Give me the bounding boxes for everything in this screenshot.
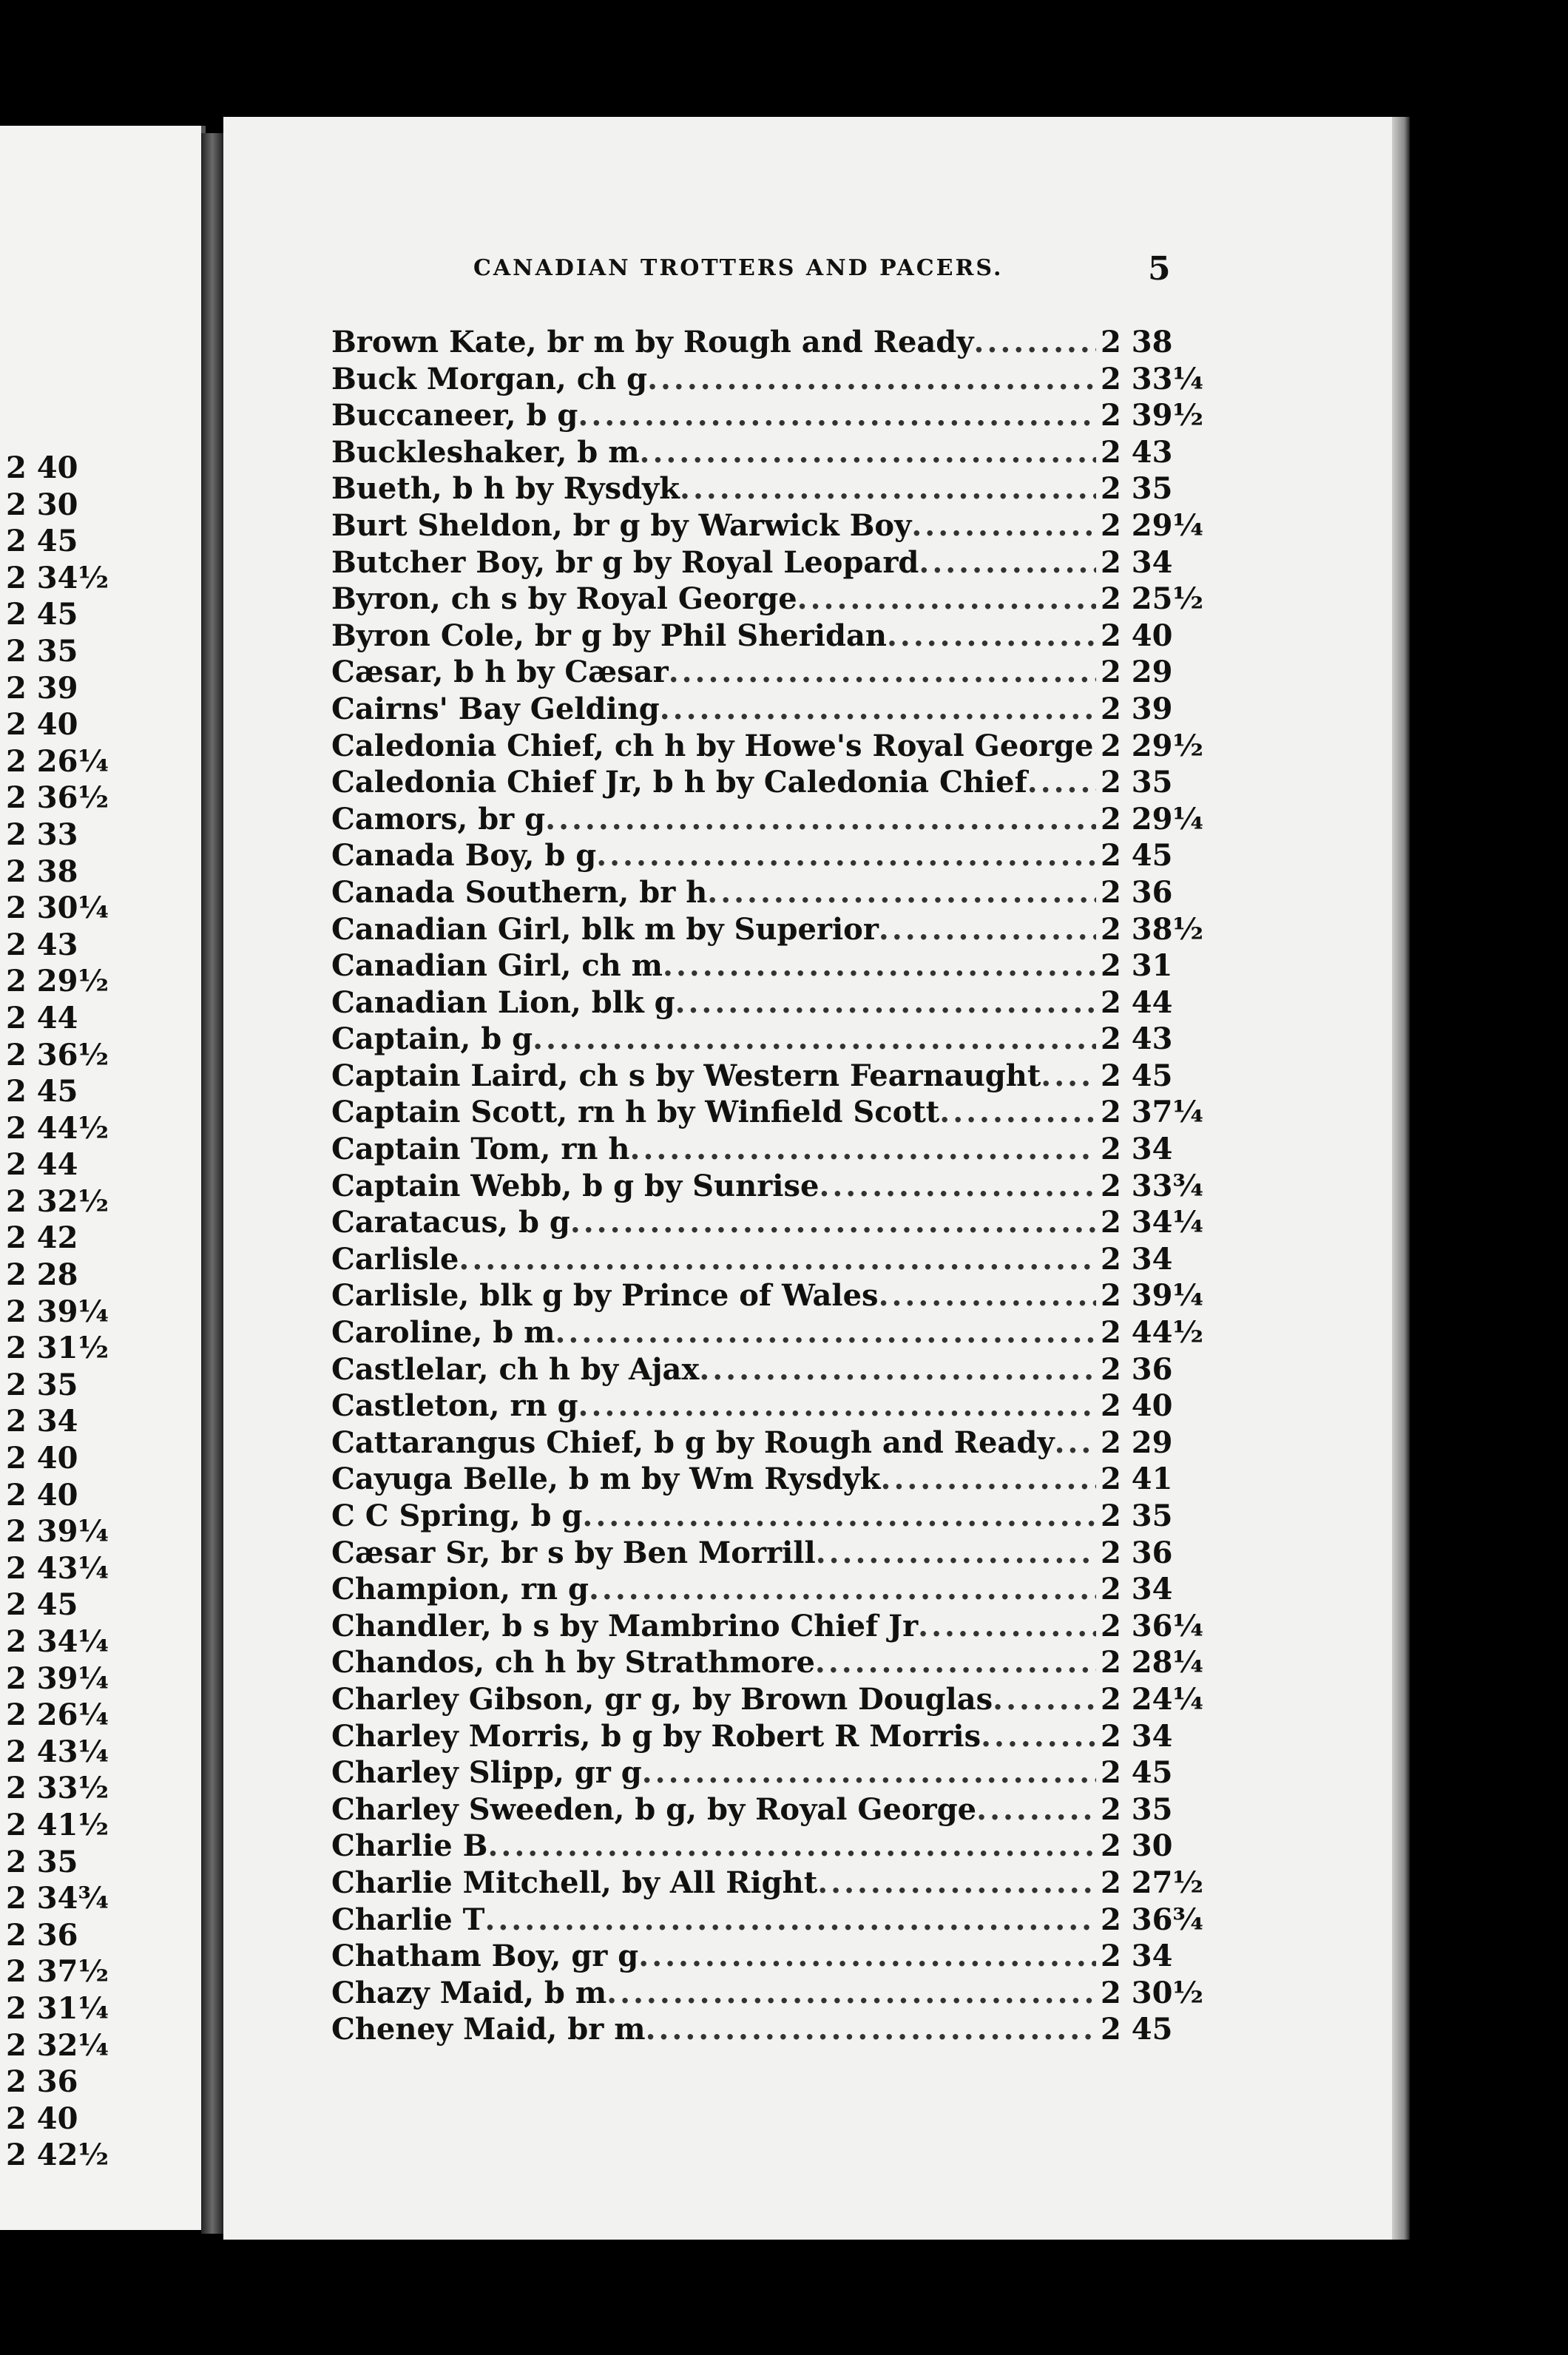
left-time: 2 32¼ — [6, 2027, 109, 2063]
left-time: 2 39¼ — [6, 1294, 109, 1329]
dot-leader — [680, 470, 1096, 507]
dot-leader — [993, 1681, 1096, 1718]
left-time: 2 36½ — [6, 780, 109, 816]
record-time: 2 36 — [1101, 1535, 1173, 1570]
entry-row — [331, 1388, 1197, 1425]
entry-row — [331, 801, 1204, 838]
horse-name: Charley Sweeden, b g, by Royal George — [331, 1791, 977, 1827]
entry-row — [331, 618, 1197, 655]
horse-name: Charley Slipp, gr g — [331, 1755, 642, 1791]
record-time: 2 40 — [1101, 618, 1173, 653]
left-time: 2 34¾ — [6, 1881, 109, 1916]
horse-name: Castlelar, ch h by Ajax — [331, 1351, 700, 1387]
dot-leader — [459, 1241, 1096, 1278]
dot-leader — [699, 1351, 1096, 1388]
left-time: 2 34½ — [6, 560, 109, 595]
horse-name: Byron, ch s by Royal George — [331, 581, 797, 617]
left-time: 2 34¼ — [6, 1624, 109, 1659]
record-time: 2 39½ — [1101, 398, 1204, 433]
horse-name: Canadian Lion, blk g — [331, 984, 675, 1020]
horse-name: Caledonia Chief, ch h by Howe's Royal George — [331, 728, 1094, 763]
dot-leader — [578, 397, 1096, 434]
record-time: 2 29 — [1101, 655, 1173, 690]
horse-name: Burt Sheldon, br g by Warwick Boy — [331, 507, 912, 543]
entry-row — [331, 1681, 1204, 1718]
left-time: 2 36 — [6, 2064, 78, 2100]
dot-leader — [981, 1718, 1096, 1755]
left-time: 2 32½ — [6, 1183, 109, 1219]
horse-name: Canada Southern, br h — [331, 874, 708, 910]
book-gutter — [201, 133, 223, 2234]
dot-leader — [919, 544, 1096, 581]
horse-name: Buckleshaker, b m — [331, 434, 640, 470]
dot-leader — [647, 361, 1096, 398]
horse-name: Castleton, rn g — [331, 1388, 578, 1424]
entry-row — [331, 434, 1197, 471]
record-time: 2 37¼ — [1101, 1095, 1204, 1130]
record-time: 2 36¼ — [1101, 1608, 1204, 1643]
left-time: 2 29½ — [6, 964, 109, 999]
left-time: 2 35 — [6, 1367, 78, 1402]
dot-leader — [596, 837, 1096, 874]
dot-leader — [797, 581, 1096, 618]
entry-row — [331, 984, 1197, 1021]
record-time: 2 30 — [1101, 1828, 1173, 1864]
horse-name: Charlie T — [331, 1902, 485, 1937]
dot-leader — [487, 1828, 1096, 1865]
left-time: 2 44½ — [6, 1110, 109, 1146]
record-time: 2 39¼ — [1101, 1278, 1204, 1314]
entry-list — [331, 324, 1204, 2048]
record-time: 2 33¾ — [1101, 1168, 1204, 1203]
horse-name: Camors, br g — [331, 801, 546, 837]
dot-leader — [640, 434, 1096, 471]
horse-name: Chazy Maid, b m — [331, 1975, 607, 2010]
entry-row — [331, 1277, 1204, 1314]
dot-leader — [817, 1865, 1096, 1902]
horse-name: Canadian Girl, ch m — [331, 948, 663, 984]
entry-row — [331, 1204, 1204, 1241]
left-time: 2 39 — [6, 670, 78, 706]
entry-row — [331, 1241, 1197, 1278]
page-edge — [1392, 117, 1410, 2240]
record-time: 2 34 — [1101, 1718, 1173, 1754]
page-number: 5 — [1148, 250, 1171, 288]
record-time: 2 36 — [1101, 874, 1173, 910]
entry-row — [331, 1021, 1197, 1058]
dot-leader — [589, 1571, 1096, 1608]
left-time: 2 30¼ — [6, 891, 109, 926]
horse-name: Chandos, ch h by Strathmore — [331, 1645, 815, 1680]
entry-row — [331, 764, 1197, 801]
entry-row — [331, 1975, 1204, 2012]
left-time: 2 40 — [6, 707, 78, 743]
left-time: 2 35 — [6, 1844, 78, 1879]
record-time: 2 45 — [1101, 838, 1173, 874]
dot-leader — [1027, 764, 1096, 801]
dot-leader — [533, 1021, 1096, 1058]
entry-row — [331, 654, 1197, 691]
record-time: 2 40 — [1101, 1388, 1173, 1424]
record-time: 2 30½ — [1101, 1975, 1204, 2010]
left-time: 2 40 — [6, 2101, 78, 2136]
entry-row — [331, 1058, 1197, 1095]
dot-leader — [1055, 1425, 1096, 1462]
entry-row — [331, 1608, 1204, 1645]
left-time: 2 43¼ — [6, 1734, 109, 1769]
entry-row — [331, 397, 1204, 434]
dot-leader — [669, 654, 1096, 691]
record-time: 2 29¼ — [1101, 801, 1204, 837]
entry-row — [331, 581, 1204, 618]
record-time: 2 31 — [1101, 948, 1173, 984]
left-time: 2 36½ — [6, 1037, 109, 1072]
record-time: 2 35 — [1101, 1499, 1173, 1533]
entry-row — [331, 728, 1204, 765]
horse-name: Caratacus, b g — [331, 1205, 570, 1240]
record-time: 2 35 — [1101, 1791, 1173, 1827]
horse-name: Cæsar Sr, br s by Ben Morrill — [331, 1535, 816, 1570]
left-time: 2 37½ — [6, 1954, 109, 1990]
entry-row — [331, 1571, 1197, 1608]
record-time: 2 38½ — [1101, 911, 1204, 947]
left-time: 2 45 — [6, 1587, 78, 1623]
entry-row — [331, 874, 1197, 911]
dot-leader — [911, 507, 1096, 544]
record-time: 2 45 — [1101, 2012, 1173, 2047]
dot-leader — [663, 947, 1096, 984]
horse-name: Brown Kate, br m by Rough and Ready — [331, 325, 974, 359]
left-time: 2 45 — [6, 1074, 78, 1109]
dot-leader — [976, 1791, 1096, 1828]
left-time: 2 39¼ — [6, 1660, 109, 1696]
left-time: 2 35 — [6, 633, 78, 669]
dot-leader — [642, 1754, 1096, 1791]
horse-name: Captain Scott, rn h by Winfield Scott — [331, 1095, 940, 1130]
left-time: 2 44 — [6, 1000, 78, 1035]
dot-leader — [816, 1535, 1096, 1572]
record-time: 2 34 — [1101, 1572, 1173, 1607]
dot-leader — [578, 1388, 1096, 1425]
entry-row — [331, 544, 1197, 581]
dot-leader — [707, 874, 1096, 911]
entry-row — [331, 947, 1197, 984]
left-time: 2 31¼ — [6, 1990, 109, 2026]
dot-leader — [484, 1902, 1096, 1939]
record-time: 2 44 — [1101, 984, 1173, 1020]
record-time: 2 41 — [1101, 1462, 1173, 1497]
entry-row — [331, 1131, 1197, 1168]
horse-name: Byron Cole, br g by Phil Sheridan — [331, 618, 887, 653]
left-time: 2 43 — [6, 927, 78, 962]
left-time: 2 39¼ — [6, 1514, 109, 1550]
entry-row — [331, 911, 1204, 948]
record-time: 2 29½ — [1101, 728, 1204, 763]
left-time: 2 40 — [6, 1477, 78, 1513]
entry-row — [331, 837, 1197, 874]
dot-leader — [918, 1608, 1096, 1645]
record-time: 2 35 — [1101, 765, 1173, 800]
dot-leader — [555, 1314, 1097, 1351]
horse-name: Chatham Boy, gr g — [331, 1939, 639, 1974]
left-time: 2 33½ — [6, 1771, 109, 1806]
dot-leader — [939, 1094, 1096, 1131]
entry-row — [331, 1718, 1197, 1755]
record-time: 2 45 — [1101, 1755, 1173, 1791]
entry-row — [331, 2011, 1197, 2048]
dot-leader — [819, 1168, 1096, 1205]
horse-name: C C Spring, b g — [331, 1499, 583, 1533]
dot-leader — [881, 1461, 1096, 1498]
record-time: 2 27½ — [1101, 1865, 1204, 1900]
entry-row — [331, 1644, 1204, 1681]
left-time: 2 44 — [6, 1147, 78, 1183]
horse-name: Cairns' Bay Gelding — [331, 691, 660, 726]
dot-leader — [638, 1938, 1096, 1975]
record-time: 2 34 — [1101, 544, 1173, 580]
horse-name: Cæsar, b h by Cæsar — [331, 655, 669, 690]
horse-name: Charlie B — [331, 1828, 488, 1864]
dot-leader — [879, 1277, 1096, 1314]
record-time: 2 38 — [1101, 325, 1173, 359]
entry-row — [331, 324, 1197, 361]
record-time: 2 28¼ — [1101, 1645, 1204, 1680]
entry-row — [331, 1351, 1197, 1388]
left-time: 2 30 — [6, 487, 78, 522]
horse-name: Carlisle — [331, 1241, 459, 1277]
horse-name: Captain Laird, ch s by Western Fearnaught — [331, 1058, 1041, 1093]
record-time: 2 25½ — [1101, 581, 1204, 617]
left-time: 2 33 — [6, 817, 78, 852]
record-time: 2 33¼ — [1101, 361, 1204, 396]
entry-row — [331, 1535, 1197, 1572]
record-time: 2 29¼ — [1101, 507, 1204, 543]
left-time: 2 45 — [6, 597, 78, 632]
dot-leader — [974, 324, 1096, 361]
record-time: 2 43 — [1101, 1021, 1173, 1057]
dot-leader — [675, 984, 1096, 1021]
dot-leader — [815, 1644, 1096, 1681]
entry-row — [331, 470, 1197, 507]
horse-name: Captain, b g — [331, 1021, 533, 1057]
left-time: 2 26¼ — [6, 1697, 109, 1733]
entry-row — [331, 1791, 1197, 1828]
horse-name: Charley Morris, b g by Robert R Morris — [331, 1718, 981, 1754]
dot-leader — [646, 2011, 1096, 2048]
left-time: 2 40 — [6, 1441, 78, 1476]
entry-row — [331, 1425, 1197, 1462]
left-time: 2 26¼ — [6, 743, 109, 779]
entry-row — [331, 1754, 1197, 1791]
horse-name: Chandler, b s by Mambrino Chief Jr — [331, 1608, 919, 1643]
horse-name: Cheney Maid, br m — [331, 2012, 646, 2047]
entry-row — [331, 361, 1204, 398]
horse-name: Buccaneer, b g — [331, 398, 578, 433]
horse-name: Captain Tom, rn h — [331, 1132, 630, 1167]
horse-name: Captain Webb, b g by Sunrise — [331, 1168, 820, 1203]
left-time: 2 40 — [6, 450, 78, 485]
dot-leader — [545, 801, 1096, 838]
record-time: 2 34 — [1101, 1939, 1173, 1974]
dot-leader — [630, 1131, 1096, 1168]
record-time: 2 35 — [1101, 471, 1173, 507]
entry-row — [331, 691, 1197, 728]
left-time: 2 31½ — [6, 1331, 109, 1366]
left-time: 2 34 — [6, 1404, 78, 1439]
dot-leader — [887, 618, 1096, 655]
left-time: 2 41½ — [6, 1807, 109, 1842]
running-header: CANADIAN TROTTERS AND PACERS. — [473, 255, 1004, 281]
left-page-times-column — [6, 450, 109, 2174]
horse-name: Cayuga Belle, b m by Wm Rysdyk — [331, 1462, 881, 1497]
record-time: 2 36 — [1101, 1351, 1173, 1387]
entry-row — [331, 1828, 1197, 1865]
horse-name: Charley Gibson, gr g, by Brown Douglas — [331, 1681, 993, 1717]
dot-leader — [660, 691, 1096, 728]
entry-row — [331, 1461, 1197, 1498]
horse-name: Caledonia Chief Jr, b h by Caledonia Chief — [331, 765, 1027, 800]
dot-leader — [582, 1498, 1096, 1535]
record-time: 2 24¼ — [1101, 1681, 1204, 1717]
dot-leader — [570, 1204, 1096, 1241]
horse-name: Cattarangus Chief, b g by Rough and Ready — [331, 1425, 1055, 1460]
left-time: 2 38 — [6, 854, 78, 889]
entry-row — [331, 1902, 1204, 1939]
entry-row — [331, 1865, 1204, 1902]
left-time: 2 42½ — [6, 2138, 109, 2173]
horse-name: Charlie Mitchell, by All Right — [331, 1865, 818, 1900]
horse-name: Caroline, b m — [331, 1315, 555, 1351]
horse-name: Buck Morgan, ch g — [331, 361, 648, 396]
horse-name: Canadian Girl, blk m by Superior — [331, 911, 879, 947]
left-time: 2 43¼ — [6, 1550, 109, 1586]
left-time: 2 45 — [6, 524, 78, 559]
horse-name: Butcher Boy, br g by Royal Leopard — [331, 544, 919, 580]
left-time: 2 36 — [6, 1917, 78, 1953]
record-time: 2 34 — [1101, 1132, 1173, 1167]
dot-leader — [606, 1975, 1096, 2012]
dot-leader — [879, 911, 1096, 948]
record-time: 2 44½ — [1101, 1315, 1204, 1351]
entry-row — [331, 1938, 1197, 1975]
dot-leader — [1041, 1058, 1096, 1095]
record-time: 2 29 — [1101, 1425, 1173, 1460]
left-time: 2 42 — [6, 1220, 78, 1256]
entry-row — [331, 1498, 1197, 1535]
entry-row — [331, 1314, 1204, 1351]
horse-name: Carlisle, blk g by Prince of Wales — [331, 1278, 879, 1314]
left-page — [0, 126, 206, 2230]
record-time: 2 34¼ — [1101, 1205, 1204, 1240]
entry-row — [331, 1168, 1204, 1205]
horse-name: Bueth, b h by Rysdyk — [331, 471, 680, 507]
record-time: 2 43 — [1101, 434, 1173, 470]
record-time: 2 36¾ — [1101, 1902, 1204, 1937]
record-time: 2 45 — [1101, 1058, 1173, 1093]
entry-row — [331, 507, 1204, 544]
record-time: 2 34 — [1101, 1241, 1173, 1277]
left-time: 2 28 — [6, 1257, 78, 1293]
horse-name: Champion, rn g — [331, 1572, 589, 1607]
entry-row — [331, 1094, 1204, 1131]
record-time: 2 39 — [1101, 691, 1173, 726]
horse-name: Canada Boy, b g — [331, 838, 597, 874]
